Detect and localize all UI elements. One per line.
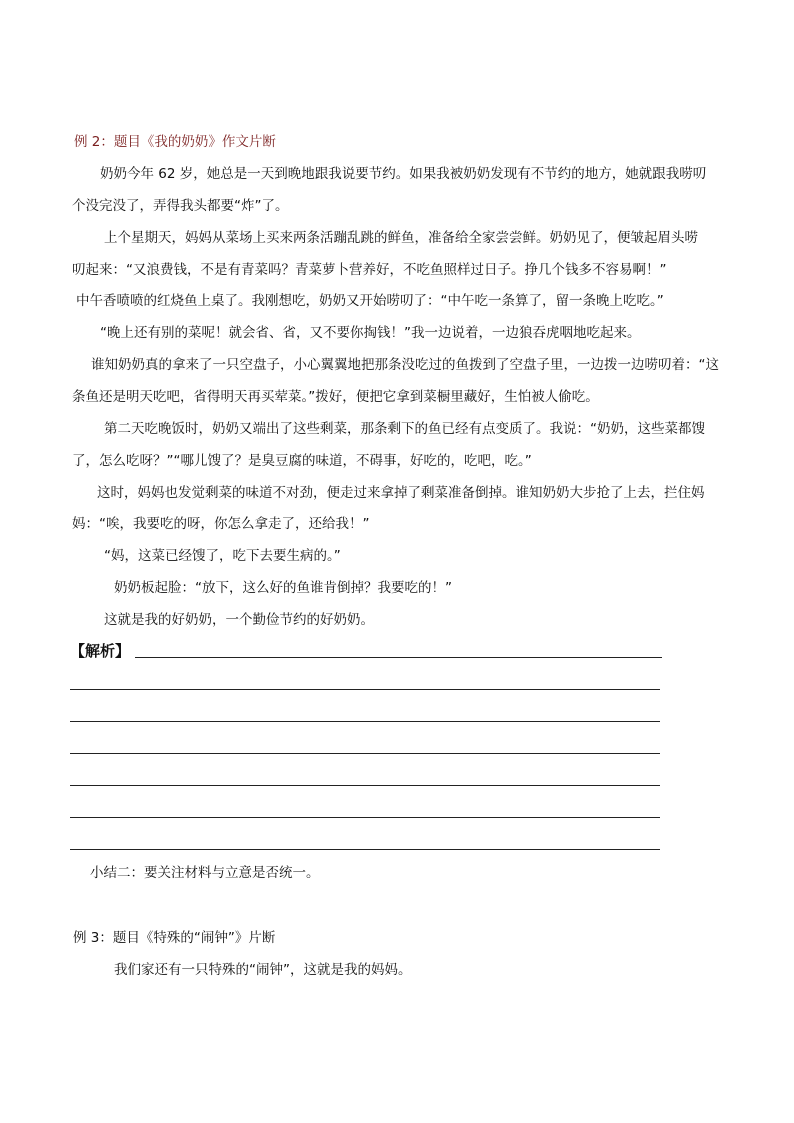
example3-heading: 例 3：题目《特殊的“闹钟”》片断 xyxy=(73,930,276,946)
paragraph-line: 上个星期天，妈妈从菜场上买来两条活蹦乱跳的鲜鱼，准备给全家尝尝鲜。奶奶见了，便皱起眉头唠 xyxy=(104,230,698,246)
answer-line xyxy=(135,657,662,658)
answer-line xyxy=(70,753,660,754)
example2-heading: 例 2：题目《我的奶奶》作文片断 xyxy=(74,134,276,150)
answer-line xyxy=(70,721,660,722)
paragraph-line: 叨起来：“又浪费钱，不是有青菜吗？青菜萝卜营养好，不吃鱼照样过日子。挣几个钱多不容易啊！” xyxy=(72,262,667,278)
paragraph-line: “晚上还有别的菜呢！就会省、省，又不要你掏钱！”我一边说着，一边狼吞虎咽地吃起来。 xyxy=(100,325,641,341)
paragraph-line: “妈，这菜已经馊了，吃下去要生病的。” xyxy=(104,548,341,564)
paragraph-line: 这就是我的好奶奶，一个勤俭节约的好奶奶。 xyxy=(104,612,374,628)
paragraph-line: 中午香喷喷的红烧鱼上桌了。我刚想吃，奶奶又开始唠叨了：“中午吃一条算了，留一条晚上吃吃。” xyxy=(76,293,664,309)
summary-text: 小结二：要关注材料与立意是否统一。 xyxy=(90,865,320,881)
answer-line xyxy=(70,849,660,850)
paragraph-line: 奶奶今年 62 岁，她总是一天到晚地跟我说要节约。如果我被奶奶发现有不节约的地方，她就跟我唠叨 xyxy=(100,166,707,182)
paragraph-line: 个没完没了，弄得我头都要“炸”了。 xyxy=(72,198,289,214)
analysis-label: 【解析】 xyxy=(70,642,131,660)
paragraph-line: 谁知奶奶真的拿来了一只空盘子，小心翼翼地把那条没吃过的鱼拨到了空盘子里，一边拨一边唠叨着：“这 xyxy=(91,357,719,373)
answer-line xyxy=(70,785,660,786)
paragraph-line: 条鱼还是明天吃吧，省得明天再买荤菜。”拨好，便把它拿到菜橱里藏好，生怕被人偷吃。 xyxy=(72,389,599,405)
paragraph-line: 第二天吃晚饭时，奶奶又端出了这些剩菜，那条剩下的鱼已经有点变质了。我说：“奶奶，这些菜都馊 xyxy=(104,421,705,437)
paragraph-line: 我们家还有一只特殊的“闹钟”，这就是我的妈妈。 xyxy=(114,962,412,978)
paragraph-line: 妈：“唉，我要吃的呀，你怎么拿走了，还给我！” xyxy=(72,516,370,532)
answer-line xyxy=(70,817,660,818)
paragraph-line: 了，怎么吃呀？”“哪儿馊了？是臭豆腐的味道，不碍事，好吃的，吃吧，吃。” xyxy=(72,453,532,469)
answer-line xyxy=(70,689,660,690)
paragraph-line: 奶奶板起脸：“放下，这么好的鱼谁肯倒掉？我要吃的！” xyxy=(114,580,452,596)
paragraph-line: 这时，妈妈也发觉剩菜的味道不对劲，便走过来拿掉了剩菜准备倒掉。谁知奶奶大步抢了上去，拦住妈 xyxy=(97,485,705,501)
